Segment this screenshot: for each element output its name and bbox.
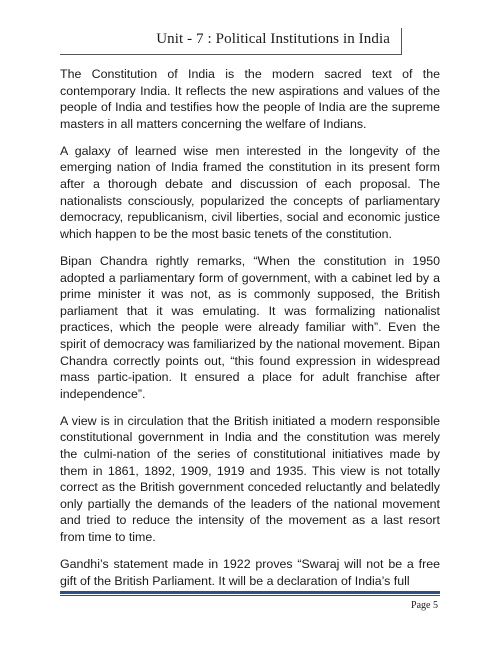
paragraph-3: Bipan Chandra rightly remarks, “When the constitution in 1950 adopted a parliamentary form of government, with a cabinet led by a prime minister it was not, as is commonly supposed, the British parliament that it was emulating. It was formalizing nationalist practices, which the people were already familiar with”. Even the spirit of democracy was familiarized by the national movement. Bipan Chandra correctly points out, “this found expression in widespread mass partic-ipation. It ensured a place for adult franchise after independence”. xyxy=(60,253,440,401)
page-number: Page 5 xyxy=(411,600,438,611)
paragraph-4: A view is in circulation that the British initiated a modern responsible constitutional government in India and the constitution was merely the culmi-nation of the series of constitutional initiatives made by them in 1861, 1892, 1909, 1919 and 1935. This view is not totally correct as the British government conceded reluctantly and belatedly only partially the demands of the leaders of the national movement and tried to reduce the intensity of the movement as a last resort from time to time. xyxy=(60,413,440,544)
header-title: Unit - 7 : Political Institutions in India xyxy=(156,31,390,47)
paragraph-1: The Constitution of India is the modern sacred text of the contemporary India. It reflects the new aspirations and values of the people of India and testifies how the people of India are the supreme masters in all matters concerning the welfare of Indians. xyxy=(60,67,440,131)
footer-rule-thin xyxy=(60,595,440,596)
header-divider-vertical xyxy=(401,28,402,54)
page-header xyxy=(60,28,402,54)
paragraph-2: A galaxy of learned wise men interested in the longevity of the emerging nation of India framed the constitution in its present form after a thorough debate and discussion of each proposal. The nationalists consciously, popularized the concepts of parliamentary democracy, republicanism, civil liberties, social and economic justice which happen to be the most basic tenets of the constitution. xyxy=(60,143,440,241)
paragraph-5: Gandhi’s statement made in 1922 proves “Swaraj will not be a free gift of the British Parliament. It will be a declaration of India’s full xyxy=(60,557,440,588)
body-text xyxy=(60,66,440,600)
header-divider-horizontal xyxy=(60,54,402,55)
footer-rule xyxy=(60,591,440,594)
